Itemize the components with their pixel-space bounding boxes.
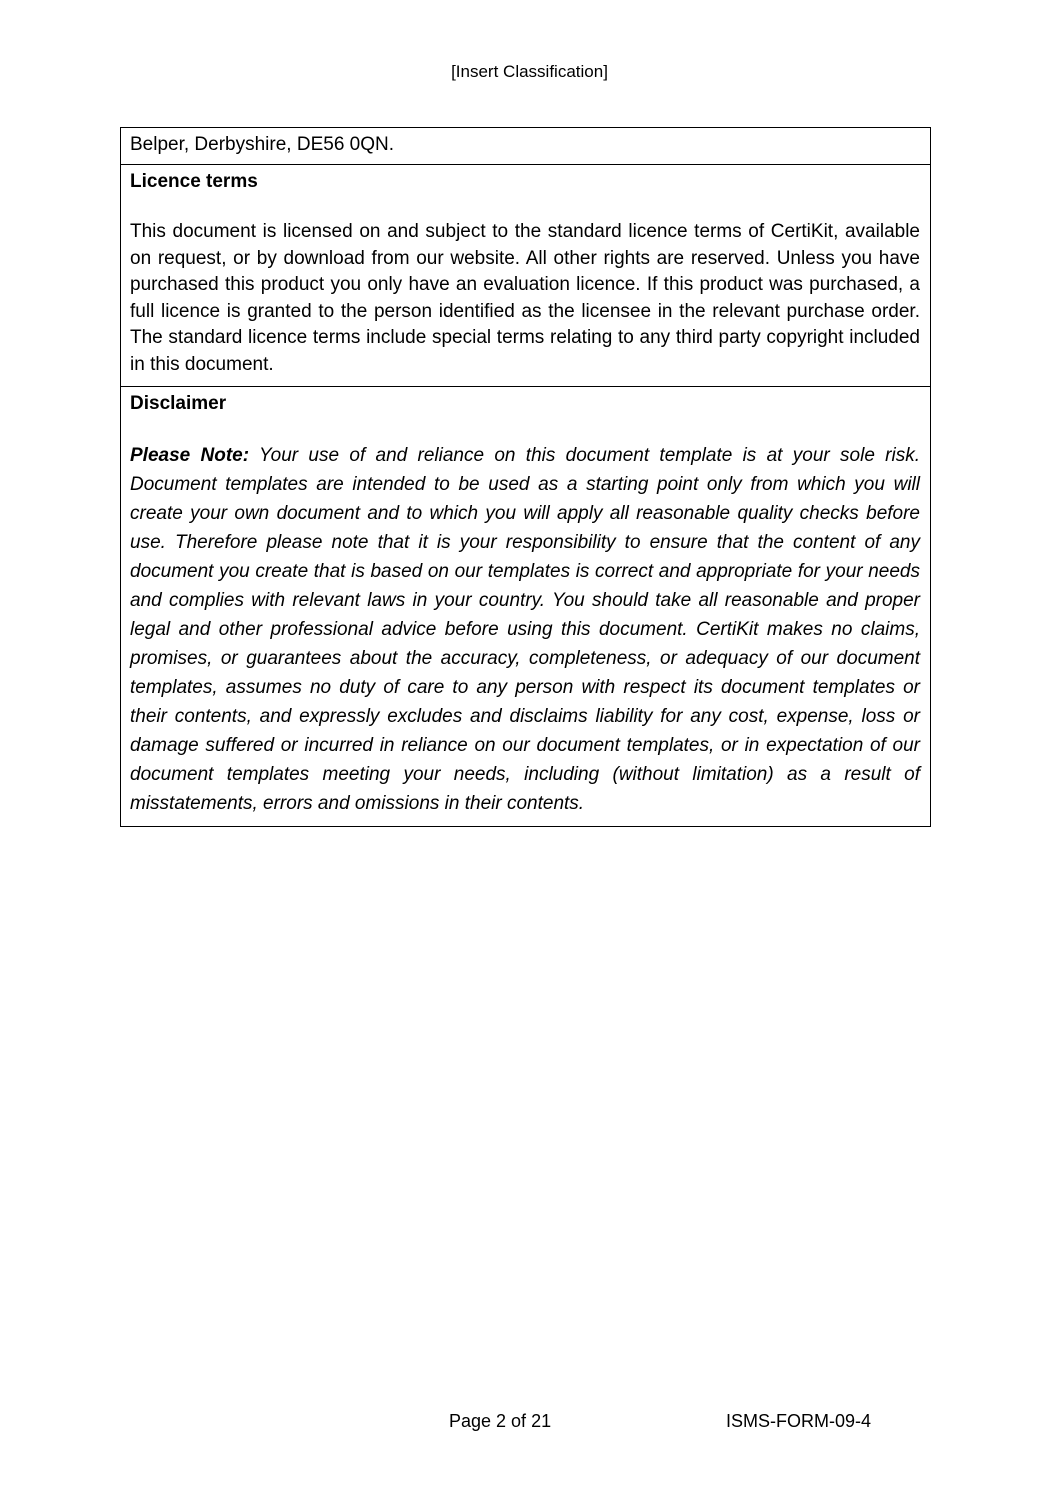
- licence-terms-body: This document is licensed on and subject to the standard licence terms of CertiKit, available on request, or by download from our website. All other rights are reserved. Unless you have purchased this product you only have an evaluation licence. If this product was purchased, a full licence is granted to the person identified as the licensee in the relevant purchase order. The standard licence terms include special terms relating to any third party copyright included in this document.: [130, 221, 920, 375]
- table-row: [121, 387, 931, 827]
- disclaimer-text: Your use of and reliance on this document template is at your sole risk. Document templates are intended to be used as a starting point only from which you will create your own document and to which you will apply all reasonable quality checks before use. Therefore please note that it is your responsibility to ensure that the content of any document you create that is based on our templates is correct and appropriate for your needs and complies with relevant laws in your country. You should take all reasonable and proper legal and other professional advice before using this document. CertiKit makes no claims, promises, or guarantees about the accuracy, completeness, or adequacy of our document templates, assumes no duty of care to any person with respect its document templates or their contents, and expressly excludes and disclaims liability for any cost, expense, loss or damage suffered or incurred in reliance on our document templates, or in expectation of our document templates meeting your needs, including (without limitation) as a result of misstatements, errors and omissions in their contents.: [130, 445, 921, 814]
- document-reference: ISMS-FORM-09-4: [725, 1411, 871, 1431]
- licence-terms-cell: [121, 165, 931, 387]
- table-row: [121, 165, 931, 387]
- disclaimer-heading: Disclaimer: [130, 393, 227, 414]
- licence-terms-heading: Licence terms: [130, 171, 258, 192]
- address-cell: [121, 128, 931, 165]
- disclaimer-body: [130, 441, 920, 818]
- content-table: [120, 127, 931, 827]
- page-number: Page 2 of 21: [449, 1411, 552, 1431]
- please-note-label: Please Note:: [130, 445, 250, 466]
- page-footer: [120, 1411, 931, 1435]
- address-text: Belper, Derbyshire, DE56 0QN.: [130, 134, 395, 155]
- table-row: [121, 128, 931, 165]
- classification-header: [Insert Classification]: [451, 62, 608, 81]
- disclaimer-cell: [121, 387, 931, 827]
